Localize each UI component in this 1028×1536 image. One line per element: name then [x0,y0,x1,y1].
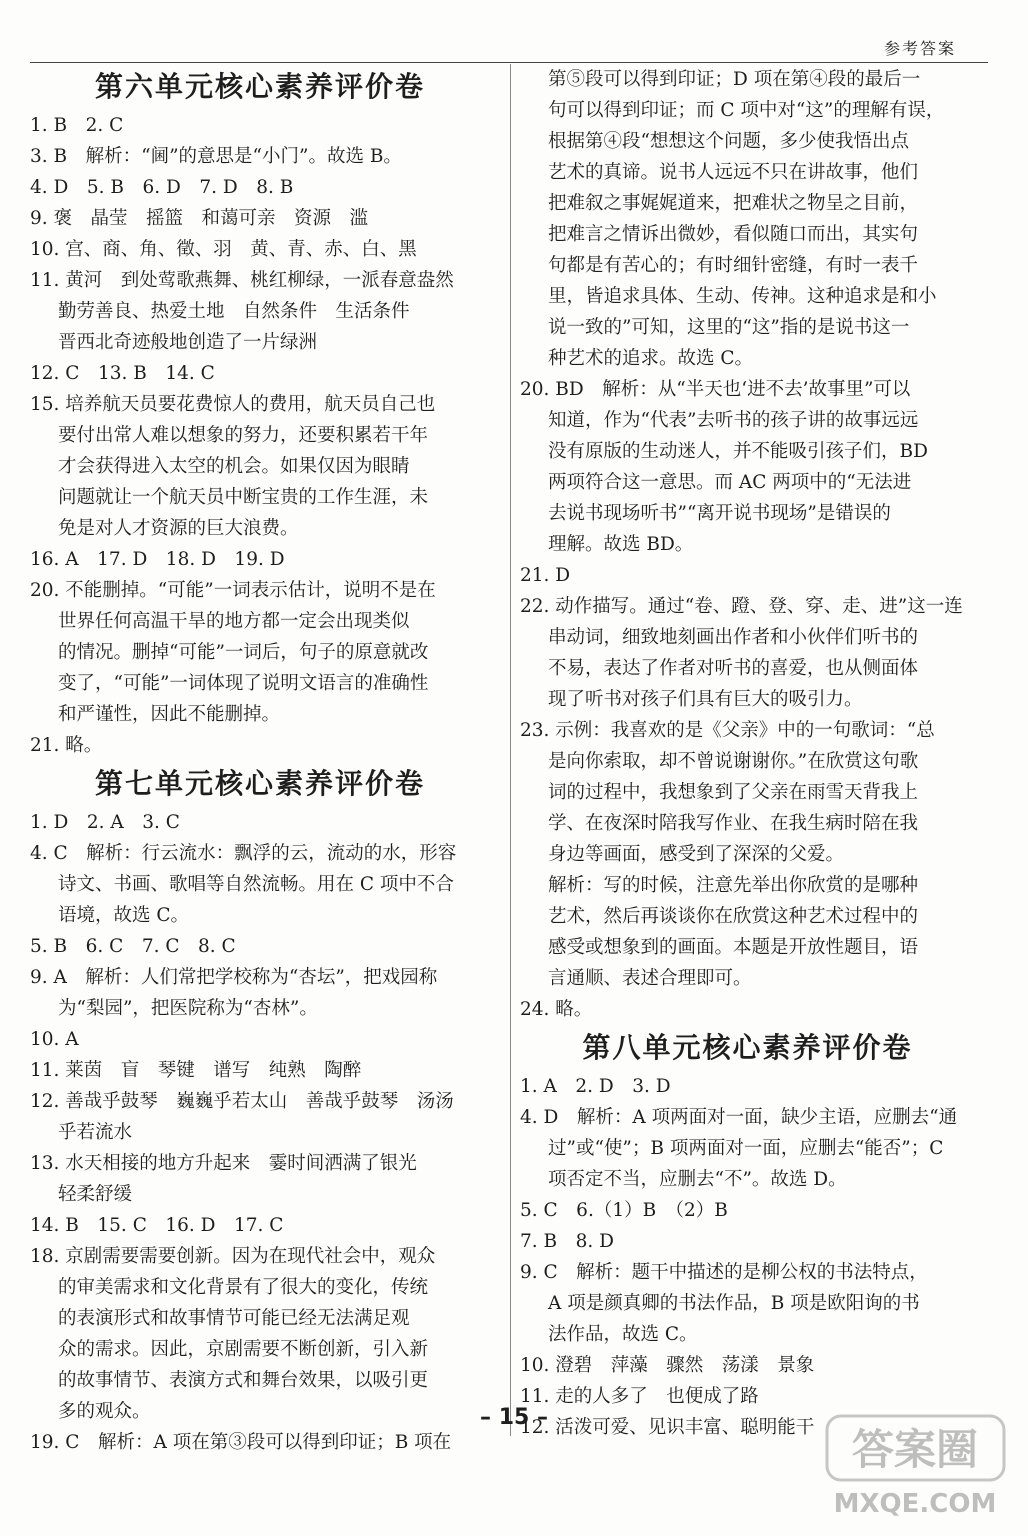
answer-line: 种艺术的追求。故选 C。 [548,348,754,369]
answer-line: 才会获得进入太空的机会。如果仅因为眼睛 [58,456,410,477]
unit8-title: 第八单元核心素养评价卷 [582,1031,913,1064]
answer-line: 11. 莱茵 盲 琴键 谱写 纯熟 陶醉 [30,1060,362,1081]
answer-line: 轻柔舒缓 [58,1184,133,1205]
answer-line: 21. D [520,565,571,586]
answer-line: 16. A 17. D 18. D 19. D [30,549,285,570]
answer-line: 众的需求。因此，京剧需要不断创新，引入新 [58,1339,429,1360]
answer-line: 是向你索取，却不曾说谢谢你。”在欣赏这句歌 [548,751,919,772]
answer-line: 24. 略。 [520,999,593,1020]
answer-line: 句都是有苦心的；有时细针密缝，有时一表千 [548,255,919,276]
header-rule [30,62,988,63]
answer-line: 艺术的真谛。说书人远远不只在讲故事，他们 [548,162,919,183]
answer-line: 11. 走的人多了 也便成了路 [520,1386,759,1407]
answer-line: 1. B 2. C [30,115,124,136]
answer-line: 把难言之情诉出微妙，看似随口而出，其实句 [548,224,919,245]
answer-line: 4. D 解析：A 项两面对一面，缺少主语，应删去“通 [520,1107,958,1128]
answer-line: 理解。故选 BD。 [548,534,694,555]
answer-line: 免是对人才资源的巨大浪费。 [58,518,299,539]
answer-line: 20. 不能删掉。“可能”一词表示估计，说明不是在 [30,580,436,601]
page-number: – 15 – [480,1405,548,1430]
answer-line: 9. C 解析：题干中描述的是柳公权的书法特点， [520,1262,928,1283]
answer-line: 1. A 2. D 3. D [520,1076,671,1097]
answer-line: 学、在夜深时陪我写作业、在我生病时陪在我 [548,813,919,834]
right-column [520,64,975,1443]
answer-line: 5. C 6.（1）B （2）B [520,1200,728,1221]
answer-line: 去说书现场听书”“离开说书现场”是错误的 [548,503,891,524]
answer-line: 勤劳善良、热爱土地 自然条件 生活条件 [58,301,410,322]
answer-line: 3. B 解析：“阃”的意思是“小门”。故选 B。 [30,146,402,167]
answer-line: 诗文、书画、歌唱等自然流畅。用在 C 项中不合 [58,874,454,895]
answer-line: 现了听书对孩子们具有巨大的吸引力。 [548,689,863,710]
answer-line: 说一致的”可知，这里的“这”指的是说书这一 [548,317,910,338]
answer-line: 11. 黄河 到处莺歌燕舞、桃红柳绿，一派春意盎然 [30,270,454,291]
answer-line: 14. B 15. C 16. D 17. C [30,1215,284,1236]
continued-answers [520,64,975,1025]
unit7-title: 第七单元核心素养评价卷 [94,767,425,800]
answer-line: 感受或想象到的画面。本题是开放性题目，语 [548,937,919,958]
answer-line: 言通顺、表述合理即可。 [548,968,752,989]
answer-line: 的故事情节、表演方式和舞台效果，以吸引更 [58,1370,429,1391]
answer-line: 的表演形式和故事情节可能已经无法满足观 [58,1308,410,1329]
answer-line: 1. D 2. A 3. C [30,812,180,833]
answer-line: 7. B 8. D [520,1231,614,1252]
answer-line: 不易，表达了作者对听书的喜爱，也从侧面体 [548,658,919,679]
answer-line: 的情况。删掉“可能”一词后，句子的原意就改 [58,642,429,663]
answer-line: 法作品，故选 C。 [548,1324,698,1345]
answer-line: 22. 动作描写。通过“卷、蹬、登、穿、走、进”这一连 [520,596,963,617]
answer-line: 解析：写的时候，注意先举出你欣赏的是哪种 [548,875,919,896]
answer-line: 问题就让一个航天员中断宝贵的工作生涯，未 [58,487,429,508]
answer-line: 9. A 解析：人们常把学校称为“杏坛”，把戏园称 [30,967,438,988]
answer-line: 串动词，细致地刻画出作者和小伙伴们听书的 [548,627,919,648]
answer-line: 10. 澄碧 萍藻 骤然 荡漾 景象 [520,1355,815,1376]
answer-line: 变了，“可能”一词体现了说明文语言的准确性 [58,673,429,694]
watermark-logo [823,1412,1008,1522]
answer-line: 4. D 5. B 6. D 7. D 8. B [30,177,294,198]
answer-line: 乎若流水 [58,1122,133,1143]
answer-line: 要付出常人难以想象的努力，还要积累若干年 [58,425,429,446]
answer-line: 18. 京剧需要需要创新。因为在现代社会中，观众 [30,1246,436,1267]
answer-line: 19. C 解析：A 项在第③段可以得到印证；B 项在 [30,1432,452,1453]
answer-line: 过”或“使”；B 项两面对一面，应删去“能否”；C [548,1138,944,1159]
answer-line: 把难叙之事娓娓道来，把难状之物呈之目前， [548,193,919,214]
answer-line: A 项是颜真卿的书法作品，B 项是欧阳询的书 [548,1293,920,1314]
answer-line: 晋西北奇迹般地创造了一片绿洲 [58,332,318,353]
answer-line: 12. 善哉乎鼓琴 巍巍乎若太山 善哉乎鼓琴 汤汤 [30,1091,454,1112]
answer-line: 艺术，然后再谈谈你在欣赏这种艺术过程中的 [548,906,919,927]
answer-line: 10. A [30,1029,79,1050]
answer-line: 项否定不当，应删去“不”。故选 D。 [548,1169,847,1190]
answer-line: 为“梨园”，把医院称为“杏林”。 [58,998,318,1019]
unit6-title: 第六单元核心素养评价卷 [94,70,425,103]
answer-line: 多的观众。 [58,1401,151,1422]
answer-line: 21. 略。 [30,735,103,756]
answer-line: 句可以得到印证；而 C 项中对“这”的理解有误， [548,100,945,121]
answer-line: 15. 培养航天员要花费惊人的费用，航天员自己也 [30,394,436,415]
answer-line: 12. 活泼可爱、见识丰富、聪明能干 [520,1417,815,1438]
header-label: 参考答案 [883,39,956,58]
answer-line: 世界任何高温干旱的地方都一定会出现类似 [58,611,410,632]
unit7-answers [30,807,490,1458]
column-divider [510,64,511,1436]
answer-line: 身边等画面，感受到了深深的父爱。 [548,844,845,865]
answer-line: 4. C 解析：行云流水：飘浮的云，流动的水，形容 [30,843,457,864]
answer-line: 里，皆追求具体、生动、传神。这种追求是和小 [548,286,937,307]
answer-line: 20. BD 解析：从“半天也‘进不去’故事里”可以 [520,379,911,400]
answer-line: 12. C 13. B 14. C [30,363,215,384]
answer-line: 词的过程中，我想象到了父亲在雨雪天背我上 [548,782,919,803]
answer-line: 和严谨性，因此不能删掉。 [58,704,281,725]
answer-line: 两项符合这一意思。而 AC 两项中的“无法进 [548,472,912,493]
answer-line: 第⑤段可以得到印证；D 项在第④段的最后一 [548,69,921,90]
answer-line: 9. 褒 晶莹 摇篮 和蔼可亲 资源 滥 [30,208,369,229]
answer-line: 知道，作为“代表”去听书的孩子讲的故事远远 [548,410,919,431]
answer-line: 没有原版的生动迷人，并不能吸引孩子们，BD [548,441,928,462]
left-column [30,64,490,1458]
unit6-answers [30,110,490,761]
answer-line: 5. B 6. C 7. C 8. C [30,936,236,957]
unit8-answers [520,1071,975,1443]
answer-line: 语境，故选 C。 [58,905,190,926]
answer-line: 23. 示例：我喜欢的是《父亲》中的一句歌词：“总 [520,720,935,741]
watermark-text: 答案圈 [851,1425,979,1474]
answer-line: 根据第④段“想想这个问题，多少使我悟出点 [548,131,909,152]
answer-line: 的审美需求和文化背景有了很大的变化，传统 [58,1277,429,1298]
answer-line: 13. 水天相接的地方升起来 霎时间洒满了银光 [30,1153,417,1174]
answer-line: 10. 宫、商、角、徵、羽 黄、青、赤、白、黑 [30,239,417,260]
watermark-url: MXQE.COM [833,1489,997,1519]
